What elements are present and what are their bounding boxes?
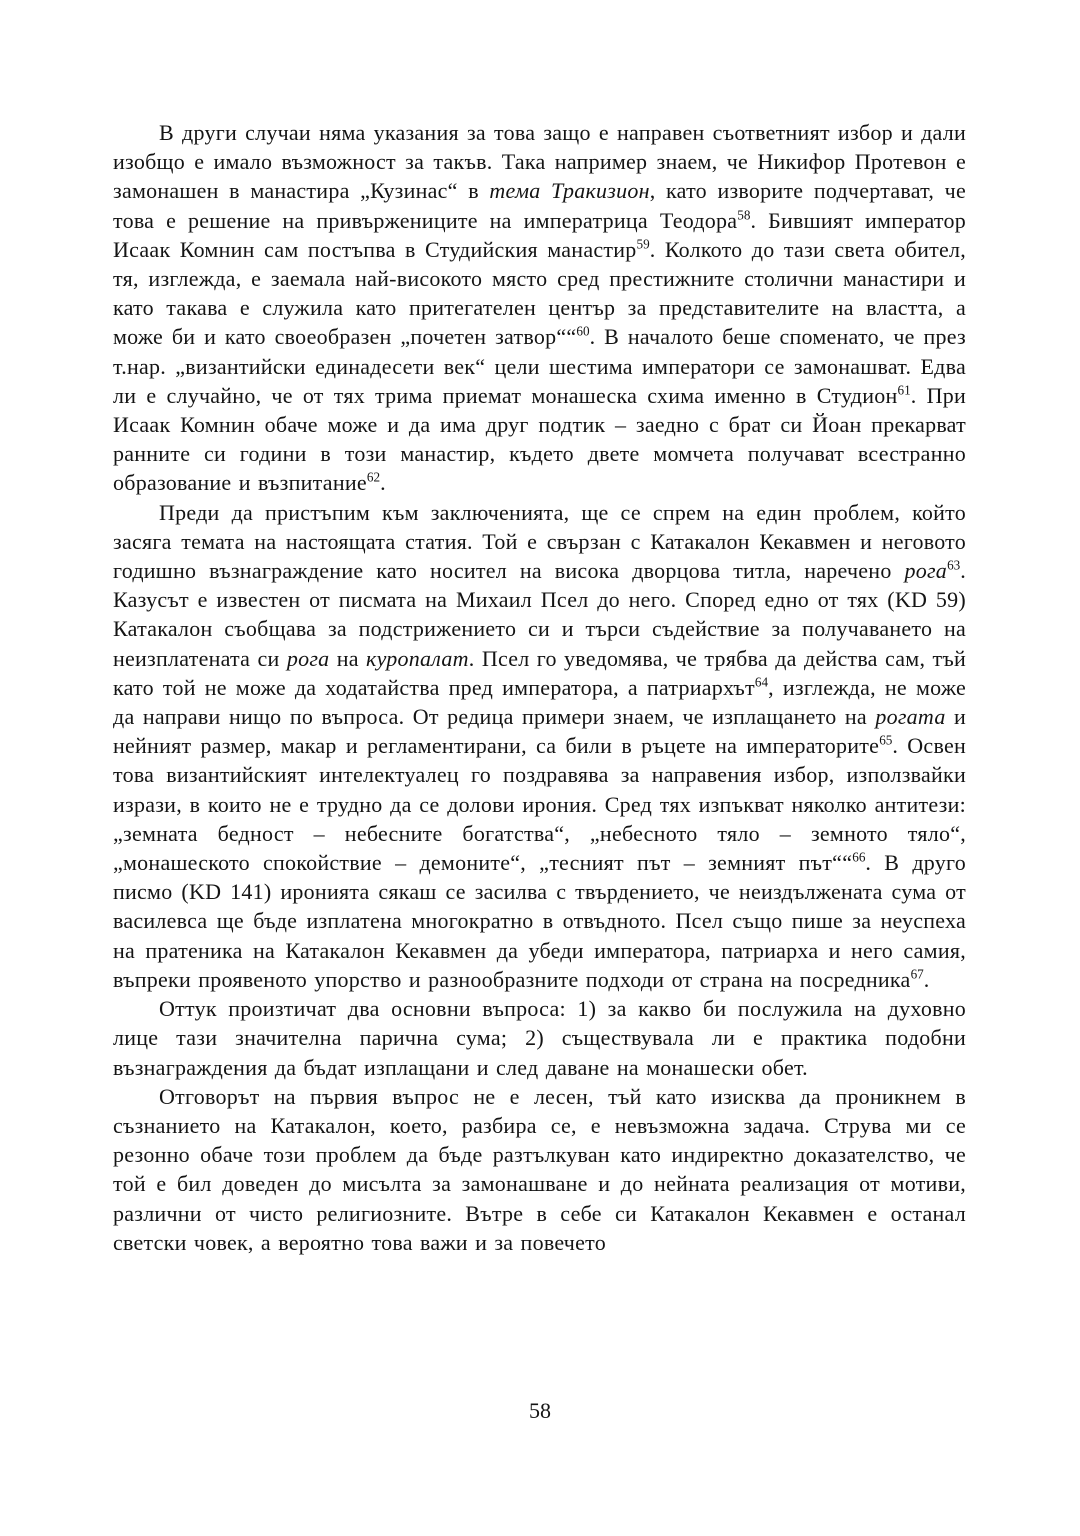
text-block — [113, 118, 966, 1257]
paragraph-1: В други случаи няма указания за това защо е направен съответният избор и дали изобщо е имало възможност за такъв. Така например знаем, че Никифор Протевон е замонашен в манастира „Кузинас“ в тема Тракизион, като изворите подчертават, че това е решение на привържениците на императрица Теодора$^{58}$. Бившият император Исаак Комнин сам постъпва в Студийския манастир$^{59}$. Колкото до тази света обител, тя, изглежда, е заемала най-високото място сред престижните столични манастири и като такава е служила като притегателен център за представителите на властта, а може би и като своеобразен „почетен затвор““$^{60}$. В началото беше споменато, че през т.нар. „византийски единадесети век“ цели шестима императори се замонашват. Едва ли е случайно, че от тях трима приемат монашеска схима именно в Студион$^{61}$. При Исаак Комнин обаче може и да има друг подтик – заедно с брат си Йоан прекарват ранните си години в този манастир, където двете момчета получават всестранно образование и възпитание$^{62}$. — [113, 120, 966, 496]
paragraph-3: Оттук произтичат два основни въпроса: 1) за какво би послужила на духовно лице тази значителна парична сума; 2) съществувала ли е практика подобни възнаграждения да бъдат изплащани и след даване на монашески обет. — [113, 996, 966, 1080]
paragraph-4: Отговорът на първия въпрос не е лесен, тъй като изисква да проникнем в съзнанието на Катакалон, което, разбира се, е невъзможна задача. Струва ми се резонно обаче този проблем да бъде разтълкуван като индиректно доказателство, че той е бил доведен до мисълта за замонашване и до нейната реализация от мотиви, различни от чисто религиозните. Вътре в себе си Катакалон Кекавмен е останал светски човек, а вероятно това важи и за повечето — [113, 1083, 966, 1255]
page-number: 58 — [529, 1398, 551, 1423]
paragraph-2: Преди да пристъпим към заключенията, ще се спрем на един проблем, който засяга темата на настоящата статия. Той е свързан с Катакалон Кекавмен и неговото годишно възнаграждение като носител на висока дворцова титла, наречено рога$^{63}$. Казусът е известен от писмата на Михаил Псел до него. Според едно от тях (KD 59) Катакалон съобщава за подстрижението си и търси съдействие за получаването на неизплатената си рога на куропалат. Псел го уведомява, че трябва да действа сам, тъй като той не може да ходатайства пред императора, а патриархът$^{64}$, изглежда, не може да направи нищо по въпроса. От редица примери знаем, че изплащането на рогата и нейният размер, макар и регламентирани, са били в ръцете на императорите$^{65}$. Освен това византийският интелектуалец го поздравява за направения избор, използвайки изрази, в които не е трудно да се долови ирония. Сред тях изпъкват няколко антитези: „земната бедност – небесните богатства“, „небесното тяло – земното тяло“, „монашеското спокойствие – демоните“, „тесният път – земният път““$^{66}$. В друго писмо (KD 141) иронията сякаш се засилва с твърдението, че неиздължената сума от василевса ще бъде изплатена многократно в отвъдното. Псел също пише за неуспеха на пратеника на Катакалон Кекавмен да убеди императора, патриарха и него самия, въпреки проявеното упорство и разнообразните подходи от страна на посредника$^{67}$. — [113, 499, 966, 992]
